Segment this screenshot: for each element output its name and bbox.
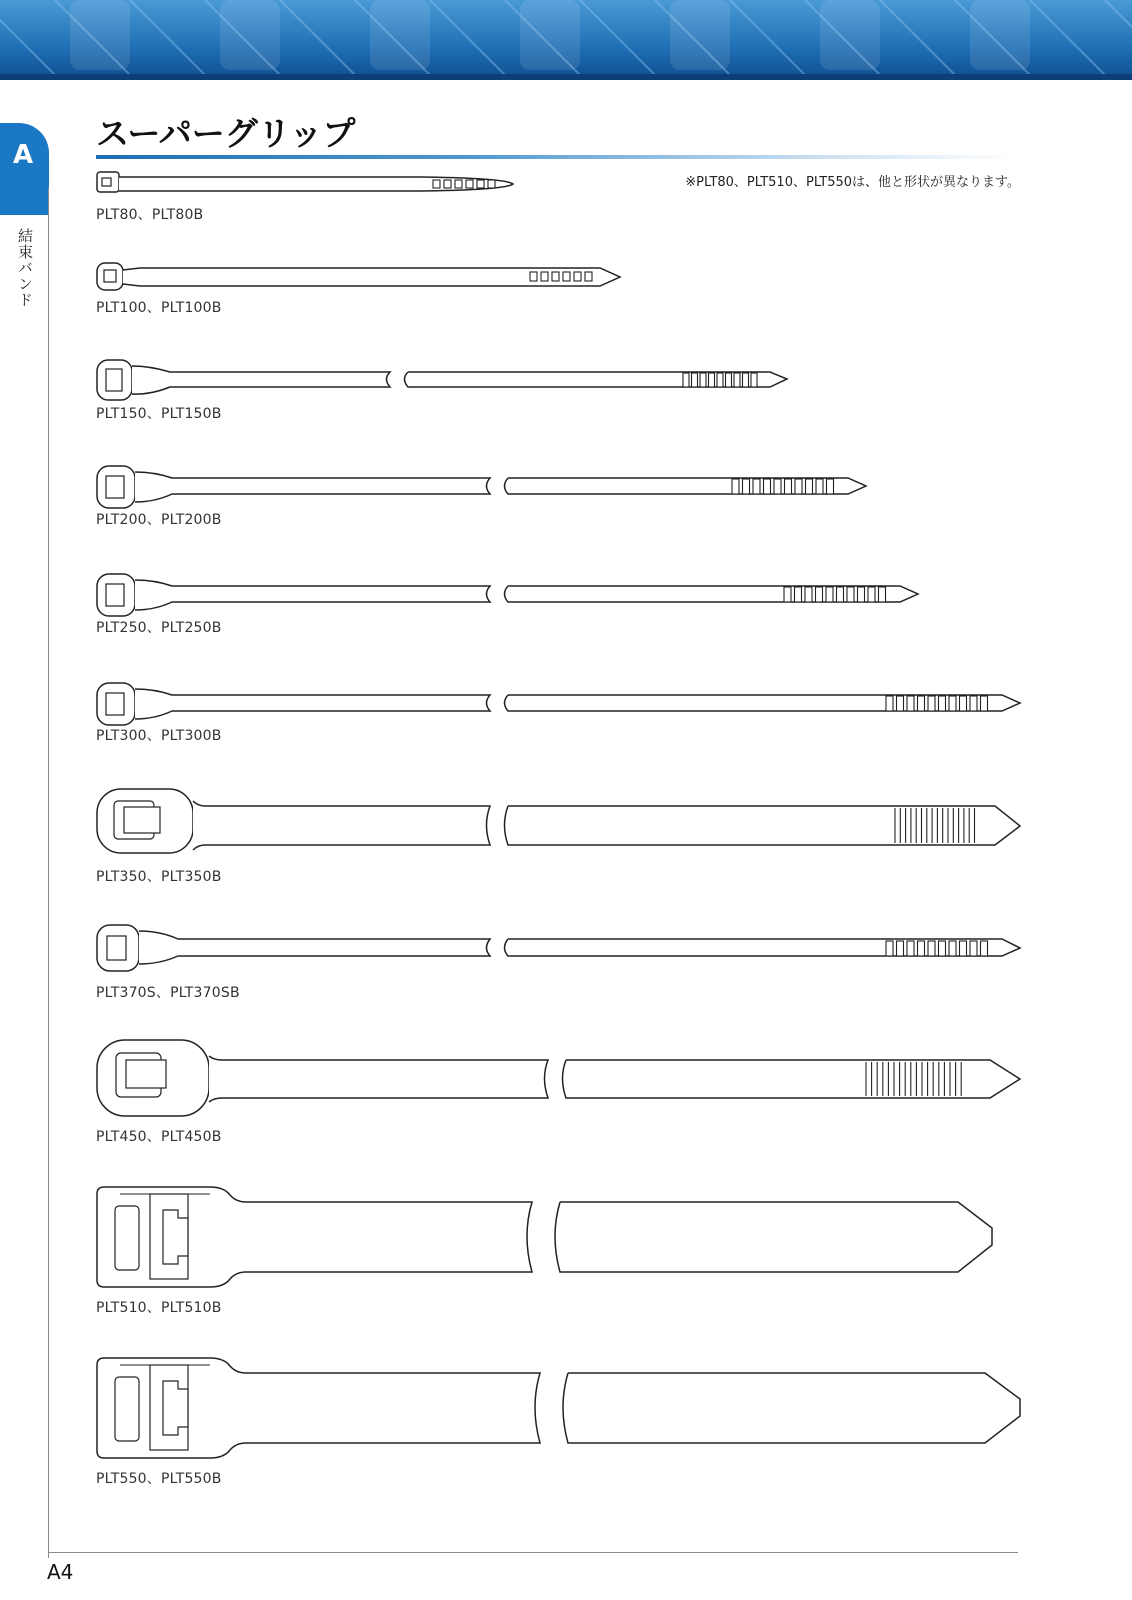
tie-label-plt100: PLT100、PLT100B [96,300,222,316]
tie-tooth [444,180,451,188]
tie-tooth [918,941,925,956]
tie-tooth [753,479,760,494]
tie-tooth [709,373,715,387]
tie-tooth [960,941,967,956]
tie-tooth [785,479,792,494]
tie-tooth [455,180,462,188]
tie-tooth [466,180,473,188]
tie-tooth [970,941,977,956]
tie-tooth [683,373,689,387]
title-underline [96,155,1018,159]
tie-tooth [552,272,559,281]
tie-tooth [717,373,723,387]
tie-label-plt80: PLT80、PLT80B [96,207,204,223]
tie-tooth [795,587,802,602]
tie-tooth [949,696,956,711]
tie-tooth [585,272,592,281]
tie-tooth [795,479,802,494]
section-label: 結束バンド [16,228,34,308]
page-number: A4 [47,1560,74,1584]
tie-tooth [734,373,740,387]
tie-tooth [981,941,988,956]
page-title: スーパーグリップ [96,114,356,153]
tie-tooth [764,479,771,494]
tie-tooth [907,696,914,711]
tie-tooth [433,180,440,188]
tie-label-plt550: PLT550、PLT550B [96,1471,222,1487]
tie-label-plt350: PLT350、PLT350B [96,869,222,885]
tie-tooth [826,587,833,602]
tie-tooth [806,479,813,494]
tie-tooth [530,272,537,281]
tie-tooth [918,696,925,711]
tie-tooth [981,696,988,711]
side-divider [48,188,49,1558]
tie-tooth [858,587,865,602]
tie-tooth [886,941,893,956]
tie-tooth [784,587,791,602]
tie-label-plt450: PLT450、PLT450B [96,1129,222,1145]
footer-rule [48,1552,1018,1553]
tie-tooth [726,373,732,387]
tie-tooth [743,373,749,387]
tie-tooth [805,587,812,602]
tie-tooth [477,180,484,188]
section-tab-letter: A [12,140,34,170]
tie-tooth [939,696,946,711]
tie-tooth [488,180,495,188]
tie-tooth [868,587,875,602]
tie-tooth [574,272,581,281]
tie-tooth [700,373,706,387]
tie-tooth [751,373,757,387]
tie-tooth [816,587,823,602]
tie-tooth [774,479,781,494]
tie-tooth [928,696,935,711]
tie-tooth [879,587,886,602]
tie-label-plt510: PLT510、PLT510B [96,1300,222,1316]
tie-label-plt200: PLT200、PLT200B [96,512,222,528]
tie-label-plt150: PLT150、PLT150B [96,406,222,422]
tie-tooth [928,941,935,956]
tie-tooth [743,479,750,494]
tie-tooth [970,696,977,711]
top-banner [0,0,1132,80]
tie-tooth [732,479,739,494]
tie-tooth [692,373,698,387]
tie-label-plt250: PLT250、PLT250B [96,620,222,636]
tie-label-plt300: PLT300、PLT300B [96,728,222,744]
tie-tooth [949,941,956,956]
tie-label-plt370s: PLT370S、PLT370SB [96,985,240,1001]
tie-tooth [827,479,834,494]
tie-tooth [541,272,548,281]
tie-tooth [563,272,570,281]
tie-tooth [960,696,967,711]
tie-tooth [886,696,893,711]
tie-tooth [939,941,946,956]
tie-tooth [847,587,854,602]
tie-tooth [907,941,914,956]
tie-tooth [837,587,844,602]
shape-note: ※PLT80、PLT510、PLT550は、他と形状が異なります。 [685,175,1020,190]
tie-tooth [897,941,904,956]
tie-tooth [816,479,823,494]
tie-tooth [897,696,904,711]
